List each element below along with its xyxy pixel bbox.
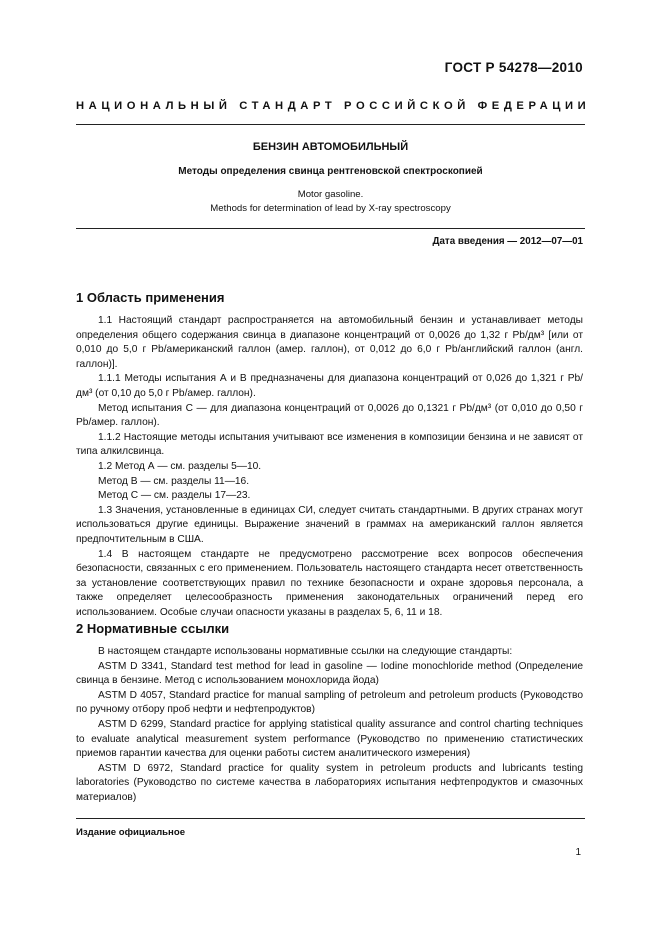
- reference-astm-d6972: ASTM D 6972, Standard practice for quality system in petroleum products and lubricants testing laboratories (Руководство по системе качества в лабораториях испытания нефтепродуктов и смазочных материалов): [76, 762, 583, 803]
- paragraph-1-1: 1.1 Настоящий стандарт распространяется на автомобильный бензин и устанавливает методы определения общего содержания свинца в диапазоне концентраций от 0,0026 до 1,32 г Pb/дм³ [или от 0,010 до 5,0 г Pb/американский галлон (амер. галлон), от 0,012 до 6,0 г Pb/английский галлон (англ. галлон)].: [76, 315, 583, 370]
- official-edition-label: Издание официальное: [76, 827, 186, 838]
- introduction-date: Дата введения — 2012—07—01: [432, 236, 583, 247]
- english-title-line-2: Methods for determination of lead by X-ray spectroscopy: [210, 203, 451, 214]
- paragraph-1-4: 1.4 В настоящем стандарте не предусмотрено рассмотрение всех вопросов обеспечения безопасности, связанных с его применением. Пользователь настоящего стандарта несет ответственность за установление соответствующих правил по технике безопасности и охране здоровья персонала, а также определяет целесообразность применения законодательных ограничений перед его использованием. Особые случаи опасности указаны в разделах 5, 6, 11 и 18.: [76, 548, 583, 618]
- page-number: 1: [575, 847, 581, 858]
- reference-astm-d6299: ASTM D 6299, Standard practice for applying statistical quality assurance and control charting techniques to evaluate analytical measurement system performance (Руководство по применению статистических приемов гарантии качества для оценки работы систем аналитического измерения): [76, 718, 583, 760]
- standard-number: ГОСТ Р 54278—2010: [444, 60, 583, 75]
- paragraph-1-1-2: 1.1.2 Настоящие методы испытания учитывают все изменения в композиции бензина и не зависят от типа алкилсвинца.: [76, 431, 583, 458]
- paragraph-method-c-sections: Метод С — см. разделы 17—23.: [98, 490, 251, 502]
- reference-astm-d4057: ASTM D 4057, Standard practice for manual sampling of petroleum and petroleum products (Руководство по ручному отбору проб нефти и нефтепродуктов): [76, 689, 583, 716]
- section-2-body: [76, 645, 583, 806]
- paragraph-1-1-1: 1.1.1 Методы испытания А и В предназначены для диапазона концентраций от 0,026 до 1,321 г Pb/дм³ (от 0,10 до 5,0 г Pb/амер. галлон).: [76, 373, 583, 399]
- document-subtitle: Методы определения свинца рентгеновской спектроскопией: [178, 166, 483, 177]
- paragraph-1-2: 1.2 Метод А — см. разделы 5—10.: [98, 460, 262, 472]
- top-divider: [76, 124, 585, 125]
- document-title: БЕНЗИН АВТОМОБИЛЬНЫЙ: [252, 141, 409, 153]
- paragraph-2-intro: В настоящем стандарте использованы нормативные ссылки на следующие стандарты:: [98, 646, 513, 657]
- title-divider: [76, 228, 585, 229]
- section-1-body: [76, 314, 583, 620]
- national-standard-banner: НАЦИОНАЛЬНЫЙ СТАНДАРТ РОССИЙСКОЙ ФЕДЕРАЦИИ: [76, 100, 591, 112]
- english-title-line-1: Motor gasoline.: [297, 189, 364, 200]
- paragraph-method-c: Метод испытания С — для диапазона концентраций от 0,0026 до 0,1321 г Pb/дм³ (от 0,010 до 0,50 г Pb/амер. галлон).: [76, 402, 583, 429]
- section-1-heading: 1 Область применения: [76, 290, 225, 305]
- paragraph-1-3: 1.3 Значения, установленные в единицах СИ, следует считать стандартными. В других странах могут использоваться другие единицы. Выражение значений в граммах на американский галлон является предпочтительным в США.: [76, 504, 583, 545]
- reference-astm-d3341: ASTM D 3341, Standard test method for lead in gasoline — Iodine monochloride method (Определение свинца в бензине. Метод с использованием монохлорида йода): [76, 660, 583, 687]
- footer-divider: [76, 818, 585, 819]
- paragraph-method-b: Метод В — см. разделы 11—16.: [98, 475, 250, 487]
- section-2-heading: 2 Нормативные ссылки: [76, 621, 230, 636]
